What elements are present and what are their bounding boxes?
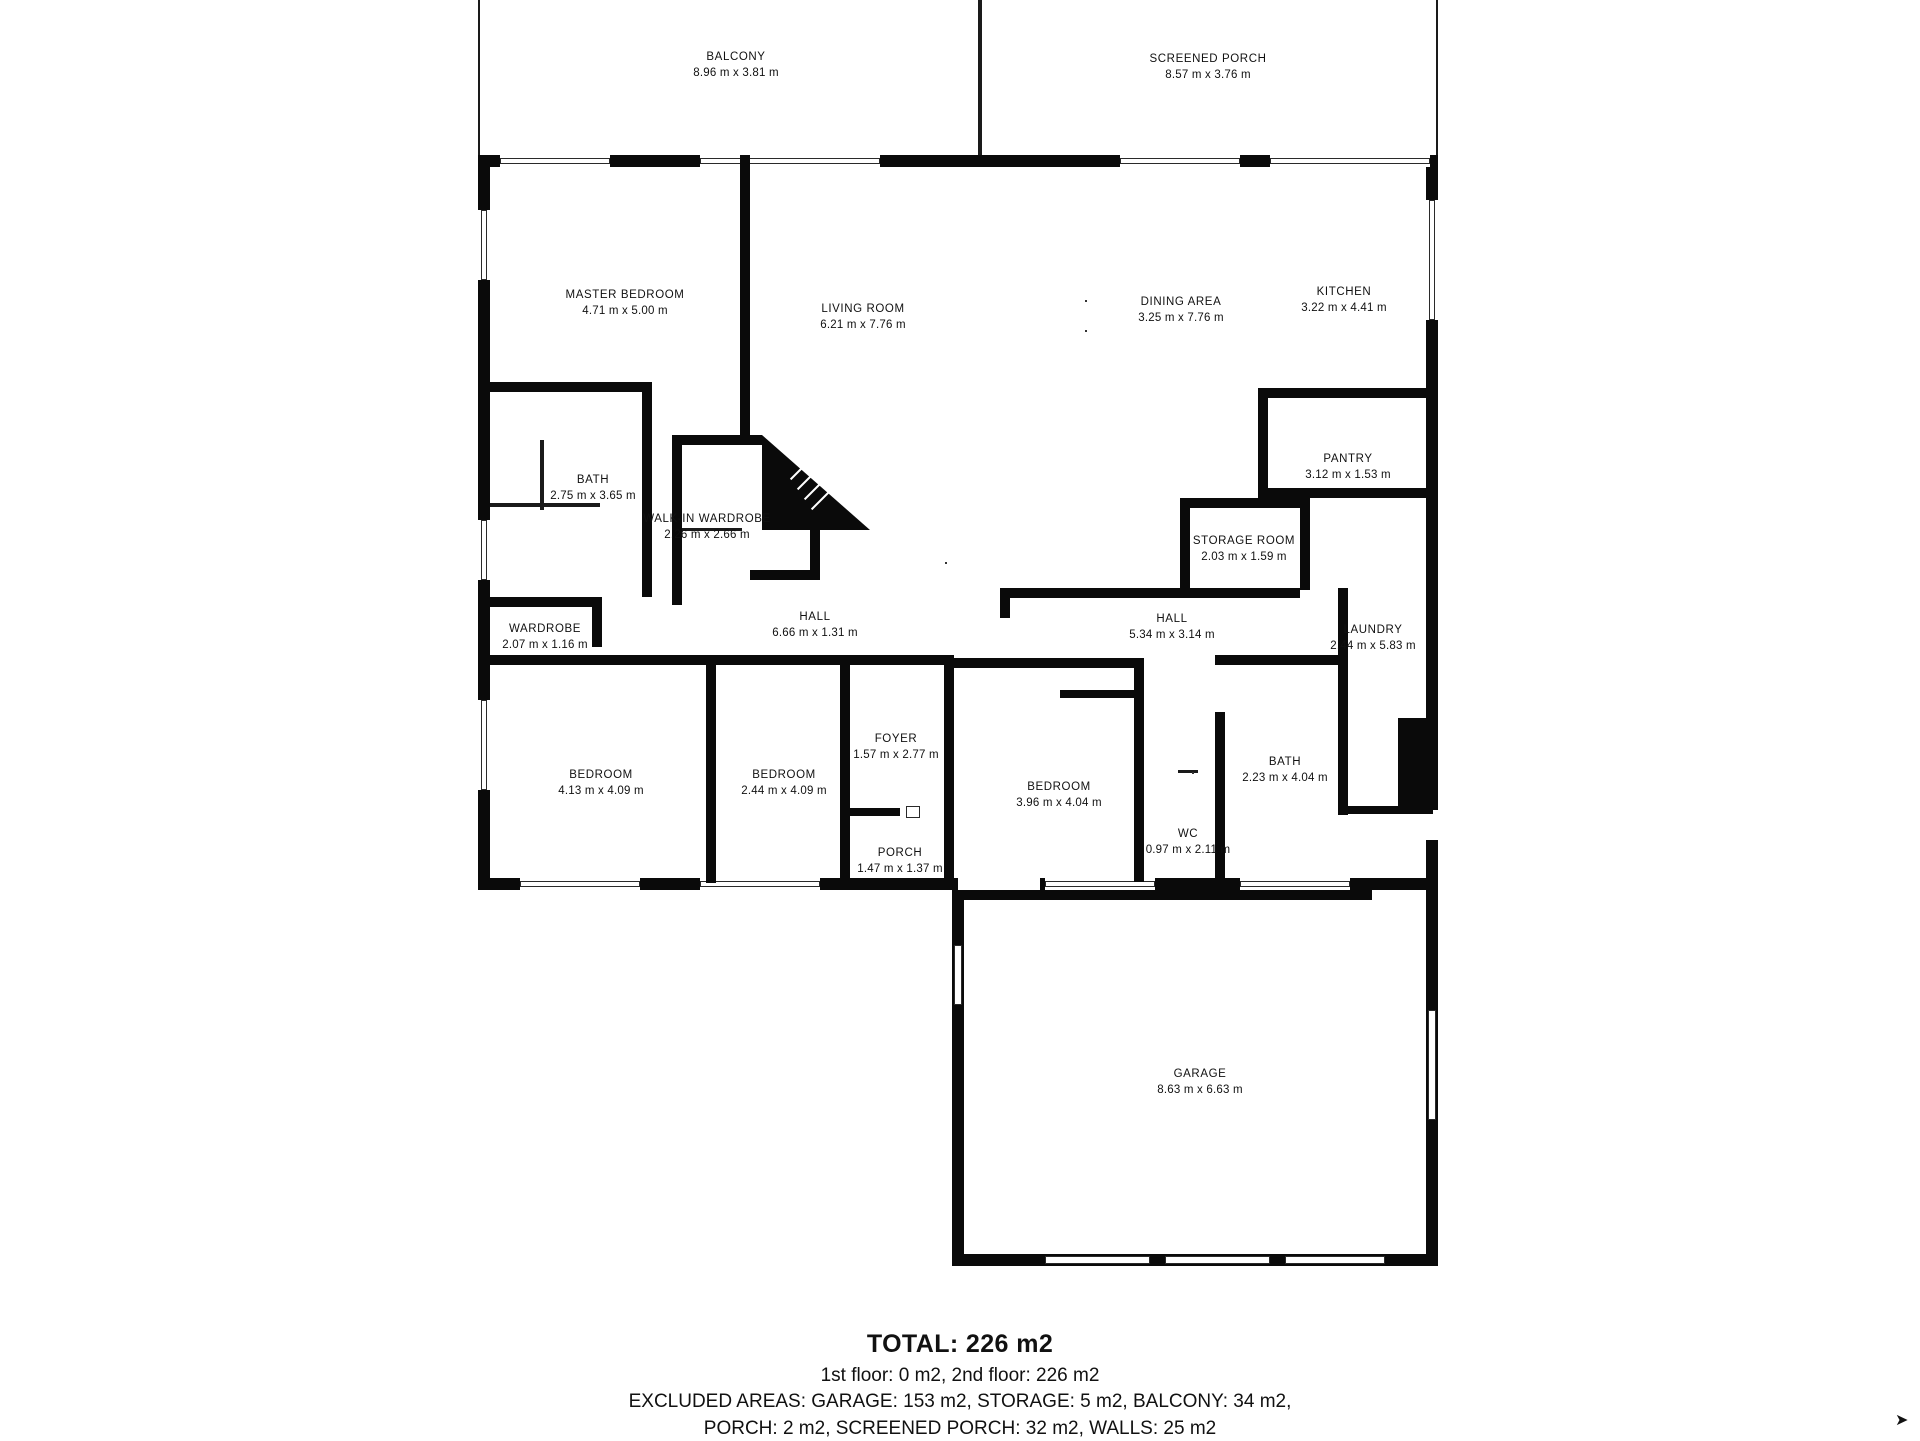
- wall-pantry-bottom: [1268, 488, 1433, 498]
- room-label-dining-area: [1138, 295, 1223, 326]
- door-opening-right-laundry: [1426, 810, 1438, 840]
- room-name: HALL: [799, 611, 831, 623]
- room-label-master-bedroom: [566, 288, 685, 319]
- wall-bath2-bottom: [1338, 806, 1433, 814]
- room-dims: 4.71 m x 5.00 m: [582, 304, 668, 317]
- room-label-laundry: [1330, 623, 1415, 654]
- plan-marker: [1085, 330, 1087, 332]
- wall-storage-right: [1300, 498, 1310, 590]
- room-dims: 6.66 m x 1.31 m: [772, 626, 858, 639]
- wall-pantry-top: [1258, 388, 1430, 398]
- room-name: FOYER: [874, 733, 918, 745]
- front-door: [906, 806, 920, 818]
- window-frame-top-3: [1120, 158, 1240, 164]
- room-name: DINING AREA: [1140, 296, 1222, 308]
- room-label-bedroom-3: [1016, 780, 1101, 811]
- stair-step: [790, 442, 828, 480]
- bath-fixture-right: [1398, 718, 1428, 814]
- wall-master-bath-right: [642, 382, 652, 597]
- room-dims: 2.07 m x 1.16 m: [502, 638, 588, 651]
- room-name: WC: [1177, 828, 1199, 840]
- balcony-left-edge: [478, 0, 480, 158]
- excluded-areas-line1: EXCLUDED AREAS: GARAGE: 153 m2, STORAGE: 5 m2, BALCONY: 34 m2,: [628, 1391, 1292, 1412]
- room-name: LAUNDRY: [1343, 624, 1403, 636]
- room-label-balcony: [693, 50, 778, 81]
- window-frame-bottom-4: [1240, 881, 1350, 887]
- room-dims: 2.75 m x 3.65 m: [550, 489, 636, 502]
- wall-bedroom3-top: [944, 658, 1144, 668]
- wall-master-bath-top: [482, 382, 652, 392]
- wall-hall-left-top: [482, 597, 602, 607]
- window-frame-top-4: [1270, 158, 1430, 164]
- room-name: BEDROOM: [569, 769, 633, 781]
- screened-porch-right-edge: [1436, 0, 1438, 158]
- room-label-kitchen: [1301, 285, 1386, 316]
- room-name: GARAGE: [1173, 1068, 1227, 1080]
- room-name: KITCHEN: [1316, 286, 1372, 298]
- room-dims: 1.57 m x 2.77 m: [853, 748, 939, 761]
- room-dims: 2.44 m x 4.09 m: [741, 784, 827, 797]
- garage-door-opening-2: [1165, 1256, 1270, 1264]
- room-name: PANTRY: [1323, 453, 1373, 465]
- room-name: PORCH: [877, 847, 923, 859]
- room-label-garage: [1157, 1067, 1242, 1098]
- room-dims: 2.23 m x 4.04 m: [1242, 771, 1328, 784]
- window-frame-bottom-2: [700, 881, 820, 887]
- plan-marker: [1085, 300, 1087, 302]
- window-frame-top-1: [500, 158, 610, 164]
- plan-marker: [945, 562, 947, 564]
- north-arrow-icon: ➤: [1895, 1412, 1909, 1429]
- excluded-areas-line2: PORCH: 2 m2, SCREENED PORCH: 32 m2, WALLS: 25 m2: [703, 1417, 1217, 1439]
- room-label-storage-room: [1193, 534, 1295, 565]
- wall-bath2-top: [1215, 655, 1345, 665]
- wc-fixture: [1178, 770, 1198, 773]
- room-dims: 5.34 m x 3.14 m: [1129, 628, 1215, 641]
- room-name: HALL: [1156, 613, 1188, 625]
- wall-master-living: [740, 155, 750, 435]
- room-name: BEDROOM: [1027, 781, 1091, 793]
- room-label-bedroom-2: [741, 768, 826, 799]
- wall-hall-bottom: [482, 655, 952, 665]
- room-dims: 3.22 m x 4.41 m: [1301, 301, 1387, 314]
- window-frame-bottom-1: [520, 881, 640, 887]
- wall-bedroom1-bedroom2: [706, 655, 716, 883]
- staircase: [762, 435, 870, 530]
- wall-bedroom3-closet: [1060, 690, 1144, 698]
- floor-areas: 1st floor: 0 m2, 2nd floor: 226 m2: [820, 1365, 1100, 1386]
- room-dims: 2.26 m x 2.66 m: [664, 528, 750, 541]
- garage-wall-top: [952, 890, 1372, 900]
- room-name: BALCONY: [706, 51, 766, 63]
- room-dims: 8.63 m x 6.63 m: [1157, 1083, 1243, 1096]
- room-name: STORAGE ROOM: [1192, 535, 1296, 547]
- room-label-screened-porch: [1149, 52, 1266, 83]
- area-summary: [0, 1330, 1920, 1441]
- room-label-wardrobe: [502, 622, 587, 653]
- wall-bath2-right: [1338, 655, 1348, 815]
- wall-bedroom2-foyer: [840, 655, 850, 883]
- room-label-pantry: [1305, 452, 1390, 483]
- room-label-wc: [1146, 827, 1231, 858]
- wall-porch-top: [850, 808, 900, 816]
- wall-wardrobe-right: [592, 597, 602, 647]
- window-frame-left-1: [481, 210, 487, 280]
- wall-storage-top: [1180, 498, 1310, 508]
- garage-window-left: [954, 945, 962, 1005]
- room-dims: 3.12 m x 1.53 m: [1305, 468, 1391, 481]
- room-name: LIVING ROOM: [821, 303, 905, 315]
- room-name: BEDROOM: [752, 769, 816, 781]
- wall-foyer-right: [944, 655, 954, 883]
- window-frame-right-1: [1429, 200, 1435, 320]
- room-name: WALK-IN WARDROBE: [643, 513, 771, 525]
- room-label-living-room: [820, 302, 905, 333]
- room-dims: 6.21 m x 7.76 m: [820, 318, 906, 331]
- room-dims: 3.25 m x 7.76 m: [1138, 311, 1224, 324]
- room-dims: 8.57 m x 3.76 m: [1165, 68, 1251, 81]
- total-area: TOTAL: 226 m2: [866, 1330, 1054, 1358]
- room-name: BATH: [1268, 756, 1302, 768]
- room-label-hall-left: [772, 610, 857, 641]
- wall-hallright-top: [1000, 588, 1300, 598]
- room-label-bath-2: [1242, 755, 1327, 786]
- room-label-hall-right: [1129, 612, 1214, 643]
- room-label-foyer: [853, 732, 938, 763]
- screened-porch-left-edge: [980, 0, 982, 158]
- room-label-porch: [857, 846, 942, 877]
- garage-window-right: [1428, 1010, 1436, 1120]
- room-dims: 1.47 m x 1.37 m: [857, 862, 943, 875]
- window-frame-left-2: [481, 520, 487, 580]
- window-frame-top-2: [700, 158, 880, 164]
- room-dims: 4.13 m x 4.09 m: [558, 784, 644, 797]
- room-dims: 2.44 m x 5.83 m: [1330, 639, 1416, 652]
- garage-door-opening-3: [1285, 1256, 1385, 1264]
- wall-walkin-bottom: [750, 570, 820, 580]
- room-name: BATH: [576, 474, 610, 486]
- garage-door-opening-1: [1045, 1256, 1150, 1264]
- wall-hallright-left: [1000, 588, 1010, 618]
- room-dims: 3.96 m x 4.04 m: [1016, 796, 1102, 809]
- bath-fixture-divider: [540, 440, 544, 510]
- room-label-bedroom-1: [558, 768, 643, 799]
- room-label-bath-master: [550, 473, 635, 504]
- wall-storage-left: [1180, 498, 1190, 590]
- wall-walkin-top: [672, 435, 762, 445]
- room-dims: 0.97 m x 2.11 m: [1145, 843, 1231, 856]
- room-name: WARDROBE: [508, 623, 582, 635]
- room-label-walk-in-wardrobe: [643, 512, 771, 543]
- room-name: MASTER BEDROOM: [565, 289, 685, 301]
- plan-marker: [1192, 772, 1194, 774]
- room-name: SCREENED PORCH: [1149, 53, 1267, 65]
- room-dims: 8.96 m x 3.81 m: [693, 66, 779, 79]
- room-dims: 2.03 m x 1.59 m: [1201, 550, 1287, 563]
- window-frame-left-3: [481, 700, 487, 790]
- wall-pantry-left: [1258, 388, 1268, 498]
